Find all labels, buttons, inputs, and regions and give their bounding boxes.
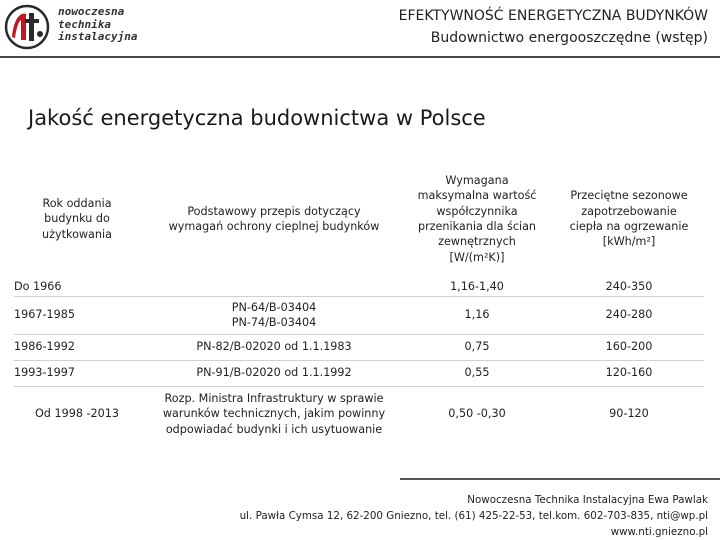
header-cell-regulation-line: Podstawowy przepis dotyczący xyxy=(187,204,361,218)
table-cell-heat-demand-line: 120-160 xyxy=(605,366,653,380)
table-cell-u-value-text xyxy=(465,365,490,380)
table-cell-heat-demand-text xyxy=(606,365,653,380)
table-cell-heat-demand xyxy=(554,278,704,296)
table-cell-regulation-line: PN-64/B-03404 xyxy=(231,300,317,314)
table-cell-regulation xyxy=(144,278,404,296)
header-cell-year-line: budynku do xyxy=(44,212,110,226)
table-cell-u-value xyxy=(404,296,550,334)
table-cell-year xyxy=(14,278,140,296)
table-cell-year-text xyxy=(35,406,119,421)
table-cell-regulation xyxy=(144,334,404,360)
footer-address: ul. Pawła Cymsa 12, 62-200 Gniezno, tel. (61) 425-22-53, tel.kom. 602-703-835, nti@wp.pl xyxy=(239,510,708,522)
header-subtitle: Budownictwo energooszczędne (wstęp) xyxy=(430,30,708,46)
table-cell-u-value-line: 0,55 xyxy=(464,366,490,380)
table-cell-regulation xyxy=(144,360,404,386)
table-cell-year-line: 1993-1997 xyxy=(14,366,75,380)
table-cell-year-line: Do 1966 xyxy=(14,280,62,294)
table-cell-year xyxy=(14,360,140,386)
table-cell-u-value-line: 0,50 -0,30 xyxy=(448,407,506,421)
table-cell-regulation-text xyxy=(196,339,351,354)
logo-line-3: instalacyjna xyxy=(58,30,138,43)
header-cell-regulation xyxy=(144,160,404,278)
table-cell-u-value xyxy=(404,334,550,360)
header-cell-u-value-line: [W/(m²K)] xyxy=(449,250,505,264)
header-cell-year-text xyxy=(42,196,112,242)
table-cell-regulation-text xyxy=(232,300,316,331)
page-title: Jakość energetyczna budownictwa w Polsce xyxy=(28,106,486,130)
table-cell-heat-demand xyxy=(554,296,704,334)
table-cell-u-value-line: 1,16-1,40 xyxy=(450,280,504,294)
table-cell-u-value-text xyxy=(465,307,490,322)
energy-quality-table xyxy=(14,160,704,442)
table-cell-heat-demand-line: 240-350 xyxy=(605,280,653,294)
header-title: EFEKTYWNOŚĆ ENERGETYCZNA BUDYNKÓW xyxy=(398,8,708,24)
table-cell-year-text xyxy=(14,339,75,354)
table-cell-year-text xyxy=(14,279,62,294)
table-cell-regulation xyxy=(144,296,404,334)
header-cell-u-value-line: przenikania dla ścian xyxy=(417,220,537,233)
header-cell-heat-demand-line: zapotrzebowanie xyxy=(581,204,677,218)
table-cell-regulation xyxy=(144,386,404,442)
footer-company: Nowoczesna Technika Instalacyjna Ewa Pawlak xyxy=(467,494,708,506)
table-cell-heat-demand-text xyxy=(606,307,653,322)
footer-divider xyxy=(400,478,720,480)
header-cell-u-value-line: współczynnika xyxy=(436,204,518,218)
table-cell-year xyxy=(14,334,140,360)
header-cell-heat-demand xyxy=(554,160,704,278)
header-cell-year-line: użytkowania xyxy=(42,227,112,241)
header-cell-heat-demand-line: Przeciętne sezonowe xyxy=(570,189,688,203)
table-cell-u-value xyxy=(404,278,550,296)
table-cell-regulation-line: PN-74/B-03404 xyxy=(231,316,317,329)
header-cell-heat-demand-line: ciepła na ogrzewanie xyxy=(569,220,689,233)
header-divider xyxy=(0,56,720,58)
table-cell-regulation-line: PN-82/B-02020 od 1.1.1983 xyxy=(196,340,352,354)
header-cell-heat-demand-text xyxy=(570,188,689,250)
table-cell-regulation-line: warunków technicznych, jakim powinny xyxy=(162,407,386,421)
table-cell-heat-demand-text xyxy=(606,339,653,354)
table-cell-u-value xyxy=(404,360,550,386)
table-cell-regulation-line: PN-91/B-02020 od 1.1.1992 xyxy=(196,366,352,380)
table-cell-heat-demand-text xyxy=(609,406,649,421)
header-cell-regulation-line: wymagań ochrony cieplnej budynków xyxy=(168,220,380,233)
header-cell-u-value xyxy=(404,160,550,278)
table-cell-u-value-line: 1,16 xyxy=(464,308,490,322)
table-cell-u-value xyxy=(404,386,550,442)
table-cell-u-value-line: 0,75 xyxy=(464,340,490,354)
table-cell-regulation-line: odpowiadać budynki i ich usytuowanie xyxy=(165,422,383,436)
table-cell-year-line: 1986-1992 xyxy=(14,340,75,354)
table-cell-heat-demand xyxy=(554,334,704,360)
table-cell-heat-demand xyxy=(554,360,704,386)
company-logo xyxy=(4,4,154,50)
table-cell-year xyxy=(14,386,140,442)
table-cell-regulation-text xyxy=(163,391,385,437)
header-cell-u-value-line: Wymagana xyxy=(445,173,509,187)
header-cell-year-line: Rok oddania xyxy=(42,196,112,210)
logo-line-1: nowoczesna xyxy=(58,5,125,18)
table-cell-u-value-text xyxy=(450,279,504,294)
table-cell-heat-demand-line: 90-120 xyxy=(609,407,649,421)
header-cell-u-value-line: zewnętrznych xyxy=(438,235,516,249)
logo-wordmark xyxy=(58,6,137,44)
table-cell-regulation-line: Rozp. Ministra Infrastruktury w sprawie xyxy=(164,391,384,405)
table-cell-heat-demand-line: 240-280 xyxy=(605,308,653,322)
table-cell-heat-demand xyxy=(554,386,704,442)
header-cell-heat-demand-line: [kWh/m²] xyxy=(602,235,656,249)
header-cell-u-value-text xyxy=(418,173,537,265)
table-cell-year-text xyxy=(14,307,75,322)
table-cell-heat-demand-line: 160-200 xyxy=(605,340,653,354)
table-cell-heat-demand-text xyxy=(606,279,653,294)
table-cell-u-value-text xyxy=(465,339,490,354)
logo-line-2: technika xyxy=(58,17,111,31)
header-cell-u-value-line: maksymalna wartość xyxy=(417,189,537,203)
table-cell-regulation-text xyxy=(196,365,351,380)
footer-website: www.nti.gniezno.pl xyxy=(610,526,708,538)
table-cell-u-value-text xyxy=(448,406,505,421)
table-cell-year-line: Od 1998 -2013 xyxy=(35,407,119,421)
nti-logo-icon xyxy=(4,4,52,50)
header-cell-regulation-text xyxy=(169,204,380,235)
table-cell-year-text xyxy=(14,365,75,380)
table-cell-year-line: 1967-1985 xyxy=(14,308,75,322)
table-cell-year xyxy=(14,296,140,334)
header-cell-year xyxy=(14,160,140,278)
